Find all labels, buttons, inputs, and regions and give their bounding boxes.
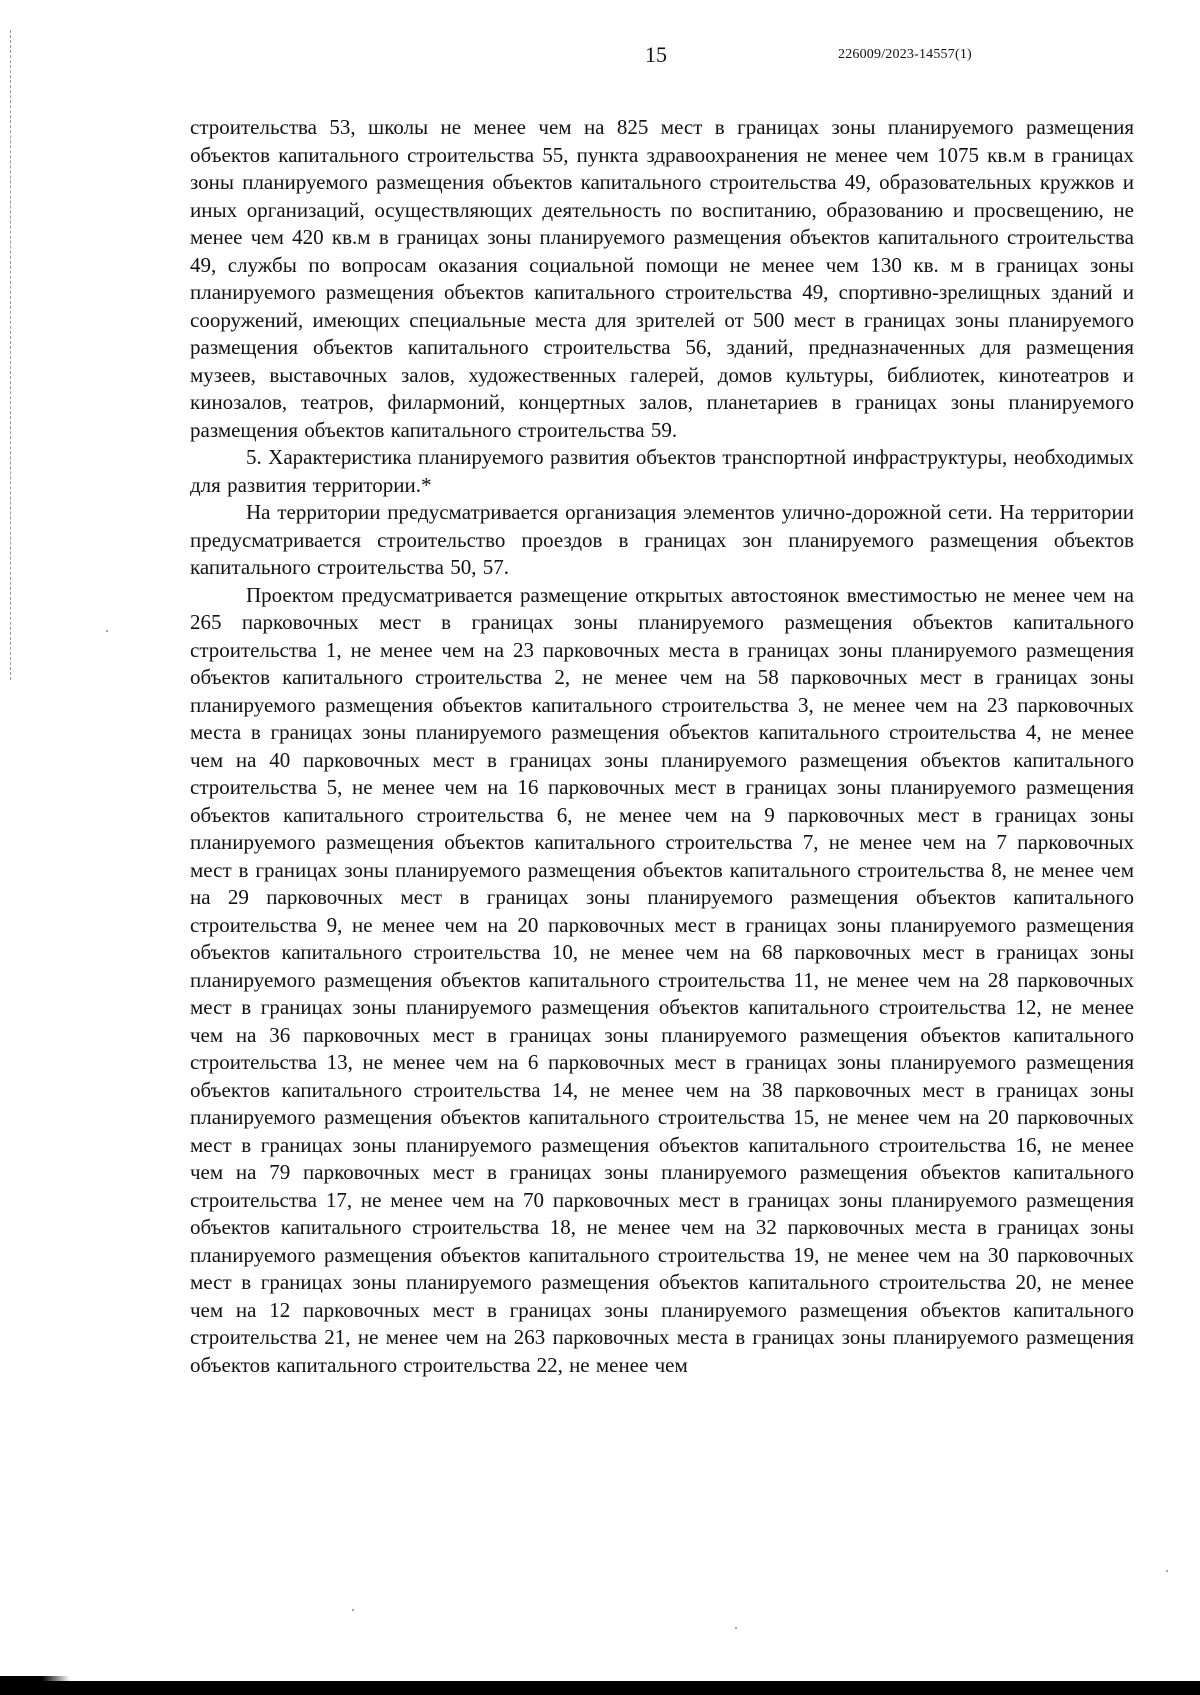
scan-speck — [735, 1627, 737, 1629]
paragraph-parking: Проектом предусматривается размещение открытых автостоянок вместимостью не менее чем на 265 парковочных мест в границах зоны планируемого размещения объектов капитального строительства 1, не менее чем на 23 парковочных места в границах зоны планируемого размещения объектов капитального строительства 2, не менее чем на 58 парковочных мест в границах зоны планируемого размещения объектов капитального строительства 3, не менее чем на 23 парковочных места в границах зоны планируемого размещения объектов капитального строительства 4, не менее чем на 40 парковочных мест в границах зоны планируемого размещения объектов капитального строительства 5, не менее чем на 16 парковочных мест в границах зоны планируемого размещения объектов капитального строительства 6, не менее чем на 9 парковочных мест в границах зоны планируемого размещения объектов капитального строительства 7, не менее чем на 7 парковочных мест в границах зоны планируемого размещения объектов капитального строительства 8, не менее чем на 29 парковочных мест в границах зоны планируемого размещения объектов капитального строительства 9, не менее чем на 20 парковочных мест в границах зоны планируемого размещения объектов капитального строительства 10, не менее чем на 68 парковочных мест в границах зоны планируемого размещения объектов капитального строительства 11, не менее чем на 28 парковочных мест в границах зоны планируемого размещения объектов капитального строительства 12, не менее чем на 36 парковочных мест в границах зоны планируемого размещения объектов капитального строительства 13, не менее чем на 6 парковочных мест в границах зоны планируемого размещения объектов капитального строительства 14, не менее чем на 38 парковочных мест в границах зоны планируемого размещения объектов капитального строительства 15, не менее чем на 20 парковочных мест в границах зоны планируемого размещения объектов капитального строительства 16, не менее чем на 79 парковочных мест в границах зоны планируемого размещения объектов капитального строительства 17, не менее чем на 70 парковочных мест в границах зоны планируемого размещения объектов капитального строительства 18, не менее чем на 32 парковочных места в границах зоны планируемого размещения объектов капитального строительства 19, не менее чем на 30 парковочных мест в границах зоны планируемого размещения объектов капитального строительства 20, не менее чем на 12 парковочных мест в границах зоны планируемого размещения объектов капитального строительства 21, не менее чем на 263 парковочных места в границах зоны планируемого размещения объектов капитального строительства 22, не менее чем — [190, 582, 1134, 1377]
scan-speck — [1166, 1570, 1168, 1572]
scan-speck — [106, 630, 108, 632]
scan-bottom-border — [0, 1681, 1200, 1695]
paragraph-road-network: На территории предусматривается организация элементов улично-дорожной сети. На территории предусматривается строительство проездов в границах зон планируемого размещения объектов капитального строительства 50, 57. — [190, 500, 1134, 579]
paragraph-section-5-heading: 5. Характеристика планируемого развития объектов транспортной инфраструктуры, необходимых для развития территории.* — [190, 445, 1134, 497]
document-id: 226009/2023-14557(1) — [838, 47, 972, 62]
scan-speck — [352, 1609, 354, 1611]
page-number: 15 — [645, 42, 667, 67]
paragraph-continuation: строительства 53, школы не менее чем на 825 мест в границах зоны планируемого размещения объектов капитального строительства 55, пункта здравоохранения не менее чем 1075 кв.м в границах зоны планируемого размещения объектов капитального строительства 49, образовательных кружков и иных организаций, осуществляющих деятельность по воспитанию, образованию и просвещению, не менее чем 420 кв.м в границах зоны планируемого размещения объектов капитального строительства 49, службы по вопросам оказания социальной помощи не менее чем 130 кв. м в границах зоны планируемого размещения объектов капитального строительства 49, спортивно-зрелищных зданий и сооружений, имеющих специальные места для зрителей от 500 мест в границах зоны планируемого размещения объектов капитального строительства 56, зданий, предназначенных для размещения музеев, выставочных залов, художественных галерей, домов культуры, библиотек, кинотеатров и кинозалов, театров, филармоний, концертных залов, планетариев в границах зоны планируемого размещения объектов капитального строительства 59. — [190, 115, 1134, 442]
document-body — [190, 114, 1134, 1379]
scan-edge-line — [10, 30, 11, 680]
